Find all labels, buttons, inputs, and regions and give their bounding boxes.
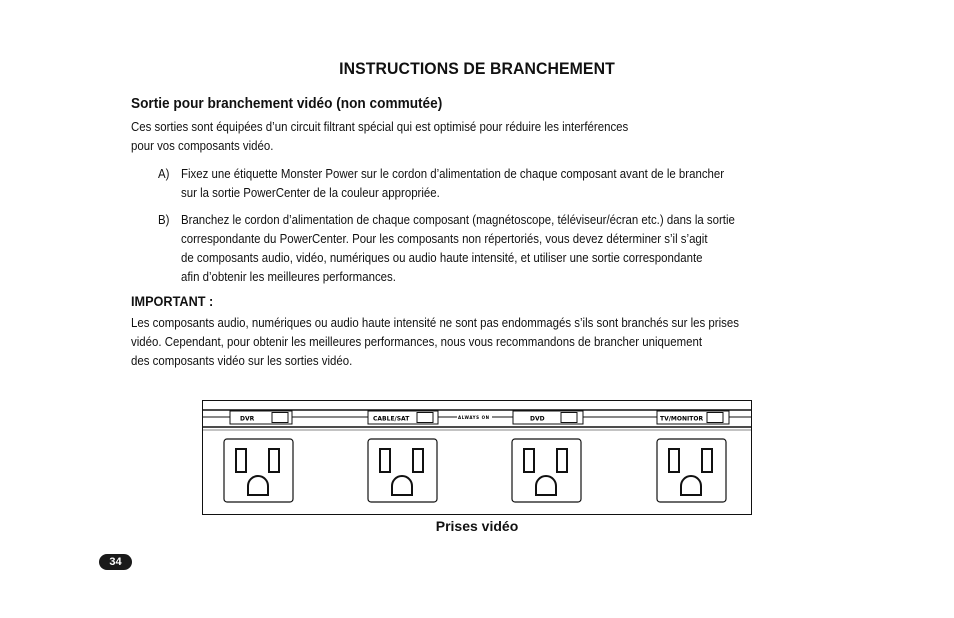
outlet-label-tv-monitor bbox=[657, 411, 729, 424]
important-line: vidéo. Cependant, pour obtenir les meilleures performances, nous vous recommandons de brancher uniquement bbox=[131, 334, 703, 349]
outlet-label-tv-monitor-text: TV/MONITOR bbox=[660, 415, 704, 423]
outlet-socket-tv-monitor bbox=[657, 439, 726, 502]
outlet-socket-cable-sat bbox=[368, 439, 437, 502]
outlet-socket-dvr bbox=[224, 439, 293, 502]
outlet-label-dvr bbox=[230, 411, 292, 424]
important-line: Les composants audio, numériques ou audio haute intensité ne sont pas endommagés s’ils sont branchés sur les prises bbox=[131, 315, 739, 330]
step-b-line: de composants audio, vidéo, numériques ou audio haute intensité, et utiliser une sortie correspondante bbox=[181, 250, 703, 265]
step-a-line: Fixez une étiquette Monster Power sur le cordon d’alimentation de chaque composant avant de le brancher bbox=[181, 166, 725, 181]
important-heading: IMPORTANT : bbox=[131, 294, 214, 309]
outlet-label-dvd bbox=[513, 411, 583, 424]
intro-line: pour vos composants vidéo. bbox=[131, 138, 274, 153]
step-b-line: correspondante du PowerCenter. Pour les composants non répertoriés, vous devez déterminer s’il s’agit bbox=[181, 231, 708, 246]
outlet-label-cable-sat-text: CABLE/SAT bbox=[373, 415, 410, 423]
intro-line: Ces sorties sont équipées d’un circuit filtrant spécial qui est optimisé pour réduire les interférences bbox=[131, 119, 629, 134]
page-number: 34 bbox=[99, 554, 132, 570]
figure-caption: Prises vidéo bbox=[435, 518, 519, 534]
outlet-label-dvd-text: DVD bbox=[530, 415, 545, 423]
outlet-label-dvr-text: DVR bbox=[240, 415, 255, 423]
step-b-line: Branchez le cordon d’alimentation de chaque composant (magnétoscope, téléviseur/écran etc.) dans la sortie bbox=[181, 212, 735, 227]
power-strip-illustration bbox=[202, 400, 752, 515]
step-a-line: sur la sortie PowerCenter de la couleur appropriée. bbox=[181, 185, 440, 200]
outlet-label-cable-sat bbox=[368, 411, 438, 424]
page-title: INSTRUCTIONS DE BRANCHEMENT bbox=[339, 59, 615, 78]
step-a-marker: A) bbox=[158, 166, 170, 181]
step-b-line: afin d’obtenir les meilleures performances. bbox=[181, 269, 396, 284]
section-heading: Sortie pour branchement vidéo (non commutée) bbox=[131, 96, 443, 112]
always-on-label: ALWAYS ON bbox=[458, 415, 490, 420]
outlet-socket-dvd bbox=[512, 439, 581, 502]
step-b-marker: B) bbox=[158, 212, 170, 227]
important-line: des composants vidéo sur les sorties vidéo. bbox=[131, 353, 353, 368]
